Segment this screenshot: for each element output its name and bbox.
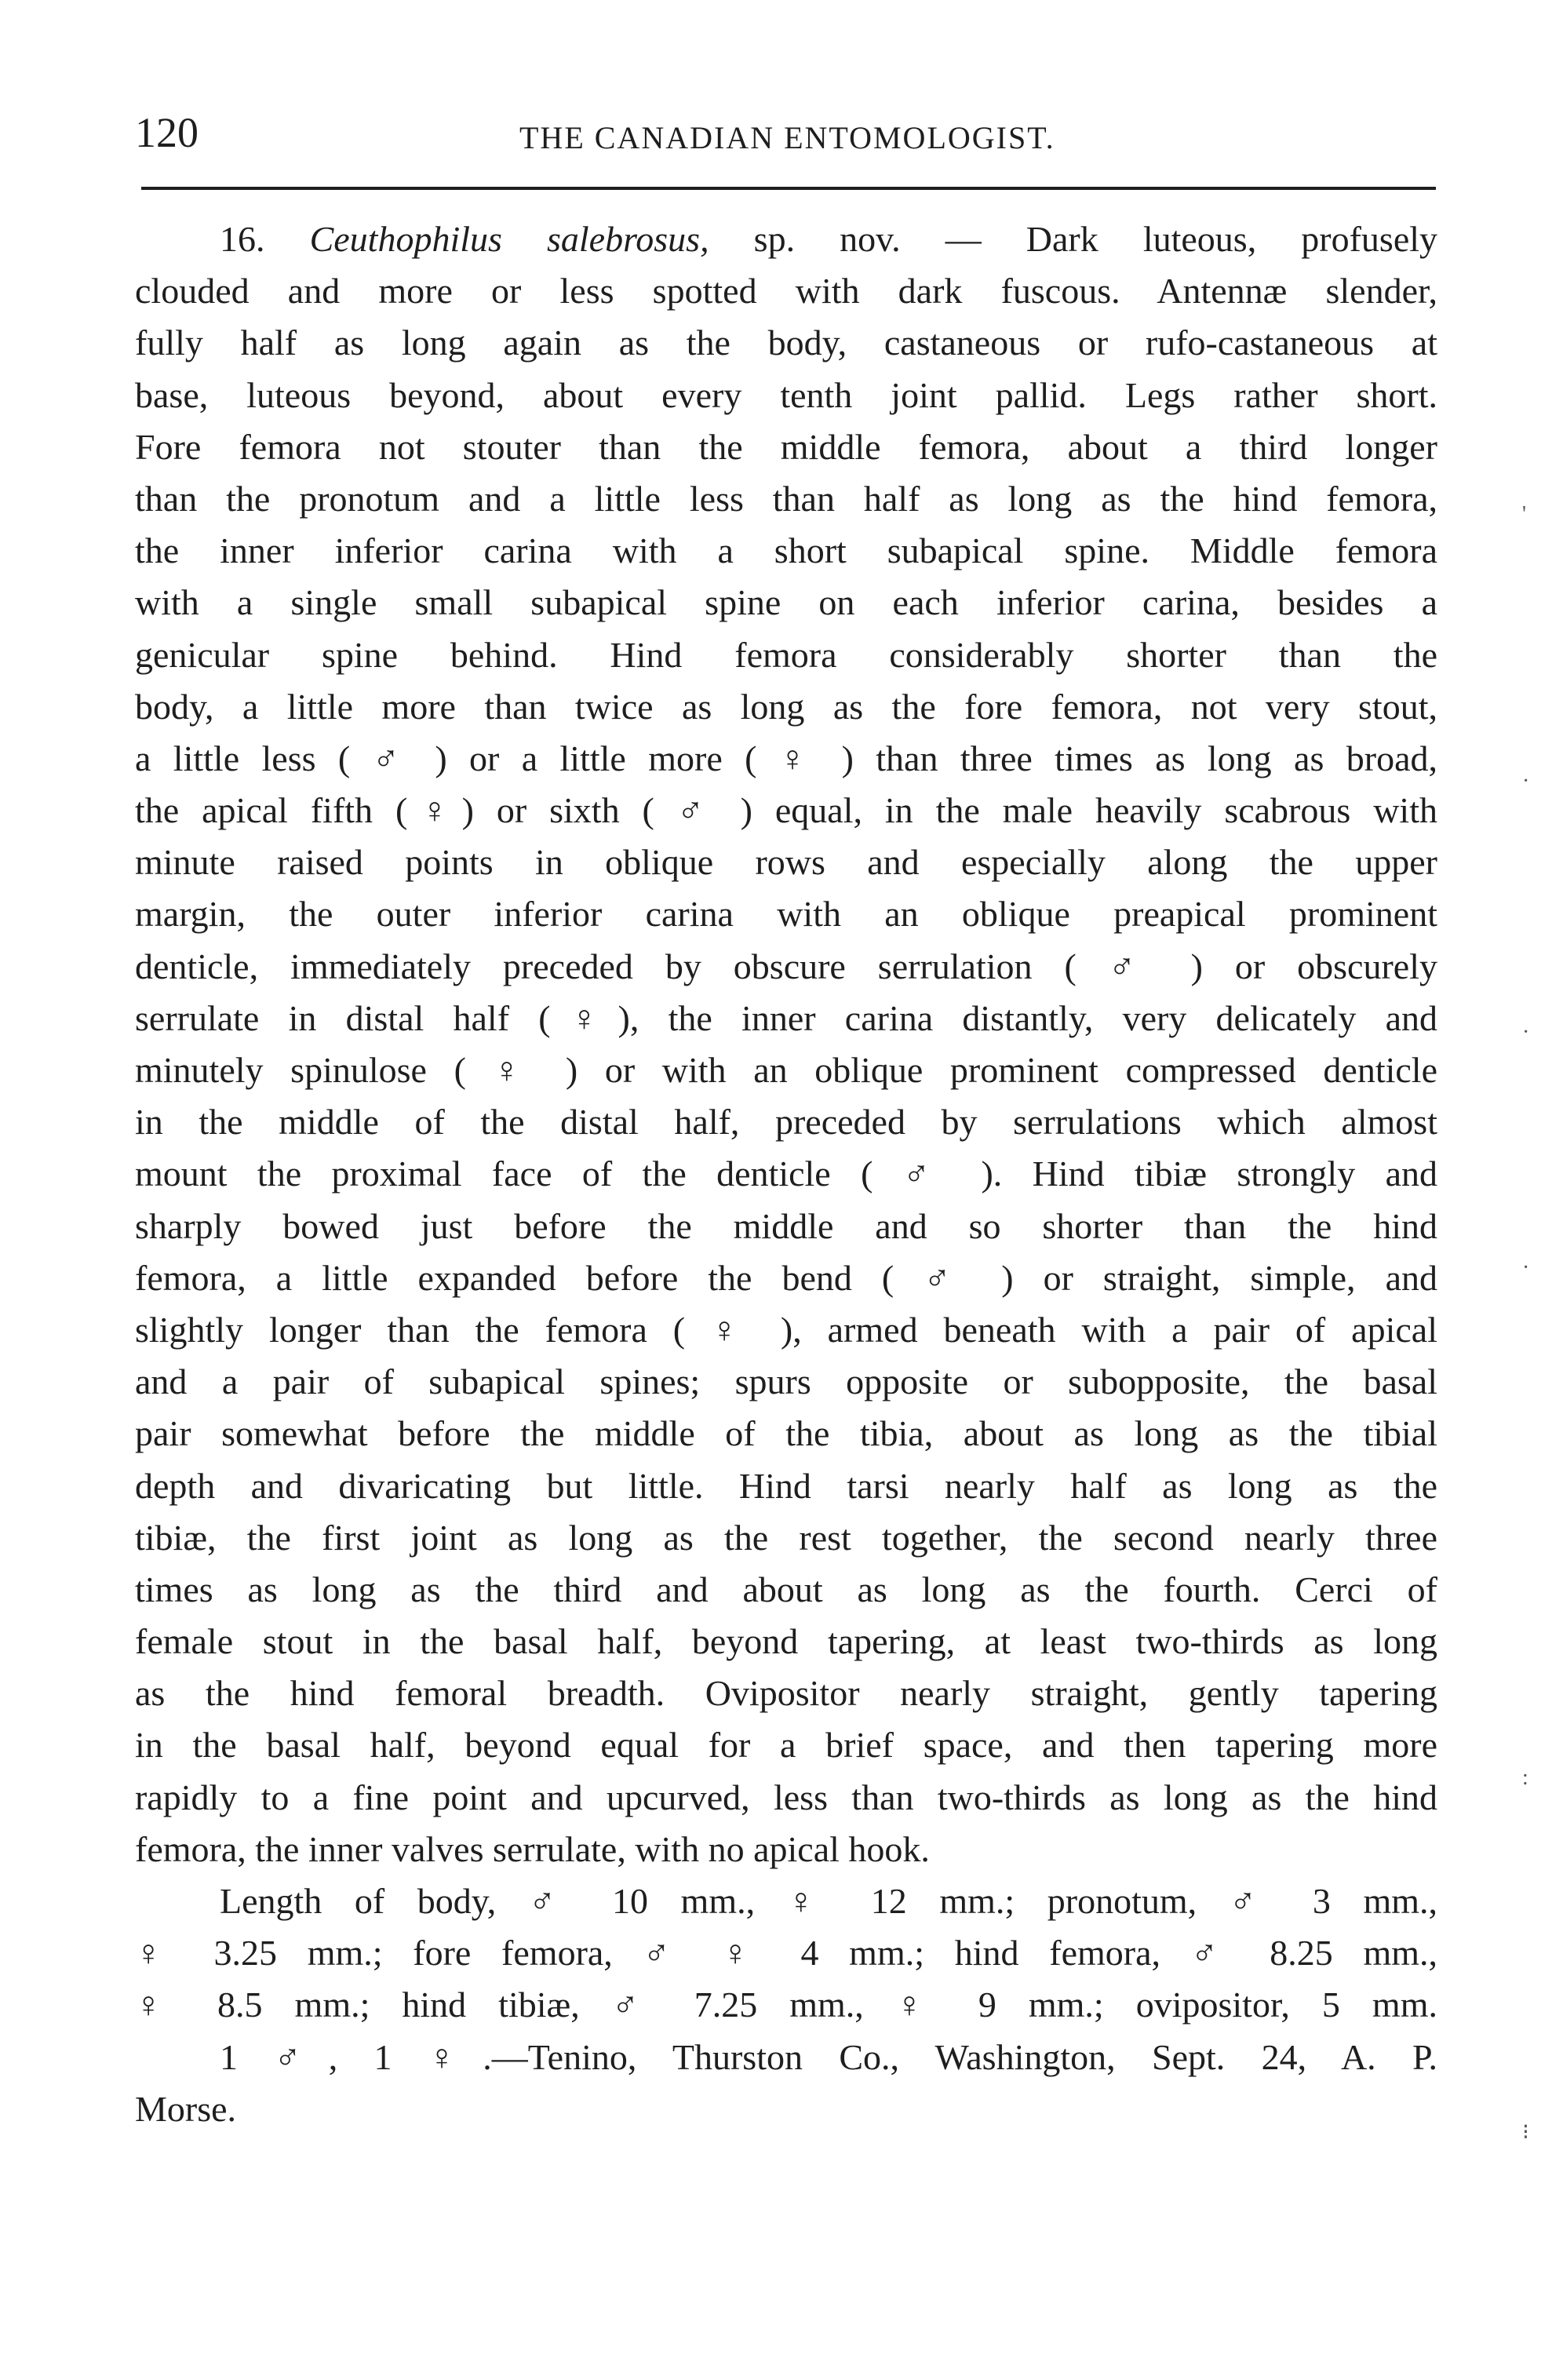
text-line: mount the proximal face of the denticle ( ♂ ). Hind tibiæ strongly and [135,1154,1437,1194]
margin-speck: ' [1522,502,1527,527]
text-line: pair somewhat before the middle of the tibia, about as long as the tibial [135,1413,1437,1454]
margin-speck: ⁝ [1522,2120,1529,2145]
text-line: a little less ( ♂ ) or a little more ( ♀ ) than three times as long as broad, [135,738,1437,778]
margin-speck: · [1522,769,1530,793]
text-line: 16. Ceuthophilus salebrosus, sp. nov. — Dark luteous, profusely [220,219,1437,259]
text-line: in the middle of the distal half, preceded by serrulations which almost [135,1102,1437,1143]
text-line: serrulate in distal half (♀), the inner carina distantly, very delicately and [135,997,1437,1038]
text-line: than the pronotum and a little less than half as long as the hind femora, [135,478,1437,519]
running-title: THE CANADIAN ENTOMOLOGIST. [519,120,1055,155]
margin-speck: · [1522,1020,1530,1044]
text-line: genicular spine behind. Hind femora considerably shorter than the [135,634,1437,675]
text-line: clouded and more or less spotted with dark fuscous. Antennæ slender, [135,271,1437,312]
text-line: Fore femora not stouter than the middle femora, about a third longer [135,426,1437,467]
text-line: in the basal half, beyond equal for a brief space, and then tapering more [135,1725,1437,1766]
text-line: fully half as long again as the body, castaneous or rufo-castaneous at [135,323,1437,363]
text-line: minutely spinulose ( ♀ ) or with an oblique prominent compressed denticle [135,1050,1437,1090]
text-line: times as long as the third and about as long as the fourth. Cerci of [135,1569,1437,1609]
text-line: rapidly to a fine point and upcurved, less than two-thirds as long as the hind [135,1777,1437,1817]
species-name: Ceuthophilus salebrosus, [309,219,709,259]
text-line: the apical fifth (♀) or sixth ( ♂ ) equal, in the male heavily scabrous with [135,790,1437,831]
species-number: 16. [220,219,265,259]
text-line: slightly longer than the femora ( ♀ ), armed beneath with a pair of apical [135,1309,1437,1350]
text-line: denticle, immediately preceded by obscure serrulation ( ♂ ) or obscurely [135,946,1437,986]
text-line: the inner inferior carina with a short subapical spine. Middle femora [135,530,1437,571]
page-header [135,108,1437,163]
text-line: as the hind femoral breadth. Ovipositor nearly straight, gently tapering [135,1673,1437,1714]
text-line: femora, a little expanded before the bend ( ♂ ) or straight, simple, and [135,1257,1437,1298]
text-line: with a single small subapical spine on each inferior carina, besides a [135,582,1437,623]
locality-line: Morse. [135,2088,237,2129]
text-line: depth and divaricating but little. Hind tarsi nearly half as long as the [135,1465,1437,1506]
measurements-line: ♀ 8.5 mm.; hind tibiæ, ♂ 7.25 mm., ♀ 9 mm.; ovipositor, 5 mm. [135,1985,1437,2025]
measurements-line: Length of body, ♂ 10 mm., ♀ 12 mm.; pronotum, ♂ 3 mm., [220,1881,1437,1921]
locality-line: 1 ♂, 1 ♀.—Tenino, Thurston Co., Washington, Sept. 24, A. P. [220,2036,1437,2077]
measurements-line: ♀ 3.25 mm.; fore femora, ♂ ♀ 4 mm.; hind femora, ♂ 8.25 mm., [135,1933,1437,1974]
text-line: body, a little more than twice as long as the fore femora, not very stout, [135,686,1437,727]
text-line: tibiæ, the first joint as long as the rest together, the second nearly three [135,1517,1437,1558]
text-line: minute raised points in oblique rows and especially along the upper [135,842,1437,883]
margin-speck: · [1522,1256,1530,1280]
text-line: base, luteous beyond, about every tenth joint pallid. Legs rather short. [135,374,1437,415]
page-number: 120 [135,109,199,156]
text-line: sharply bowed just before the middle and so shorter than the hind [135,1205,1437,1246]
text-body [135,213,1437,2135]
text-line: margin, the outer inferior carina with an oblique preapical prominent [135,894,1437,935]
text-line: femora, the inner valves serrulate, with no apical hook. [135,1828,930,1869]
text-line: and a pair of subapical spines; spurs opposite or subopposite, the basal [135,1361,1437,1402]
margin-speck: : [1522,1766,1528,1790]
header-rule [141,187,1436,190]
text-line: female stout in the basal half, beyond tapering, at least two-thirds as long [135,1621,1437,1662]
